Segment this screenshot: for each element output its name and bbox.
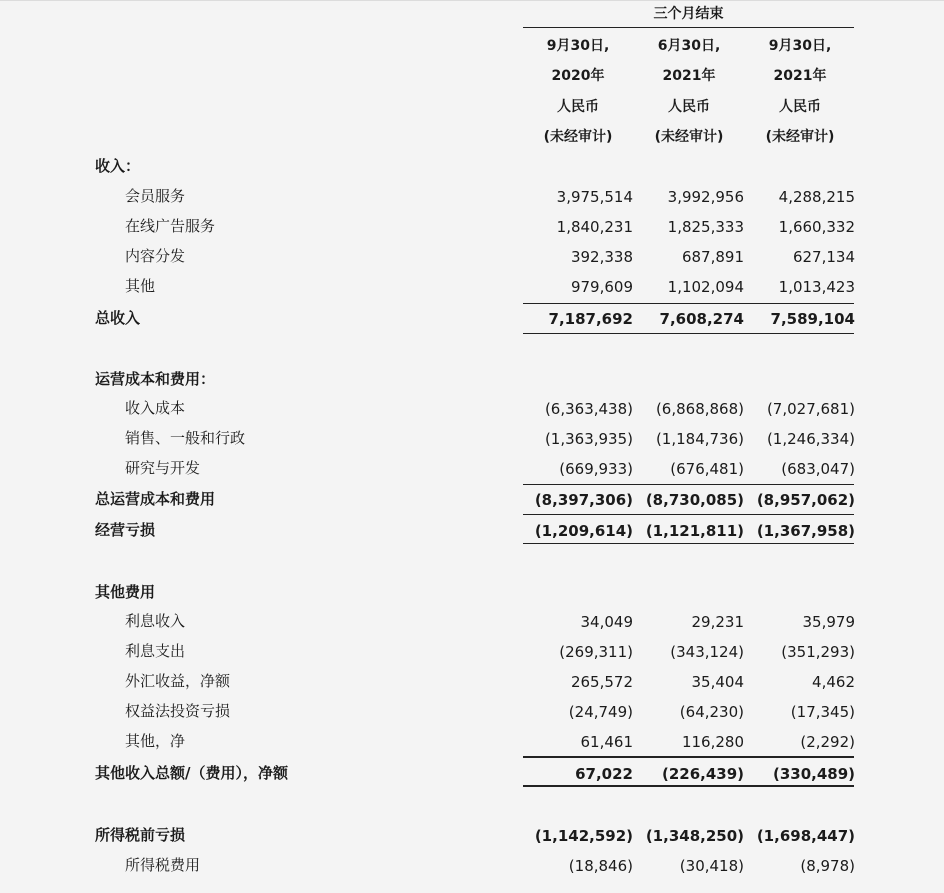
column-date: 9月30日, [546, 38, 610, 54]
cell-value: (269,311) [559, 643, 633, 661]
cell-value: 4,288,215 [778, 188, 855, 206]
row-label: 利息支出 [125, 642, 186, 660]
total-value: (1,142,592) [534, 827, 633, 845]
header-group-rule [523, 27, 854, 28]
column-year: 2020年 [551, 68, 605, 84]
total-value: (8,397,306) [534, 491, 633, 509]
cell-value: (2,292) [800, 733, 855, 751]
row-label: 收入成本 [125, 399, 186, 417]
cell-value: (683,047) [781, 460, 855, 478]
cell-value: 1,825,333 [667, 218, 744, 236]
period-group-title: 三个月结束 [653, 6, 724, 22]
cell-value: 61,461 [580, 733, 633, 751]
cell-value: (6,868,868) [655, 400, 744, 418]
cell-value: (64,230) [679, 703, 744, 721]
cell-value: (343,124) [670, 643, 744, 661]
cell-value: 1,013,423 [778, 278, 855, 296]
total-value: (8,957,062) [756, 491, 855, 509]
total-value: 7,589,104 [770, 310, 855, 328]
total-row-label: 总运营成本和费用 [95, 490, 216, 508]
subtotal-rule [523, 303, 854, 304]
row-label: 利息收入 [125, 612, 186, 630]
row-label: 其他 [125, 277, 156, 295]
row-label: 销售、一般和行政 [125, 429, 246, 447]
cell-value: 4,462 [812, 673, 855, 691]
cell-value: (8,978) [800, 857, 855, 875]
total-row-label: 经营亏损 [95, 521, 156, 539]
column-year: 2021年 [773, 68, 827, 84]
cell-value: 116,280 [681, 733, 744, 751]
row-label: 外汇收益，净额 [125, 672, 231, 690]
section-label-revenue: 收入： [95, 157, 141, 175]
column-date: 9月30日, [768, 38, 832, 54]
cell-value: (6,363,438) [544, 400, 633, 418]
cell-value: 1,102,094 [667, 278, 744, 296]
row-label: 权益法投资亏损 [125, 702, 231, 720]
total-value: 7,608,274 [659, 310, 744, 328]
row-label: 其他，净 [125, 732, 186, 750]
cell-value: 265,572 [570, 673, 633, 691]
cell-value: (669,933) [559, 460, 633, 478]
cell-value: (7,027,681) [766, 400, 855, 418]
column-year: 2021年 [662, 68, 716, 84]
cell-value: 3,975,514 [556, 188, 633, 206]
subtotal-rule [523, 756, 854, 758]
column-currency: 人民币 [557, 99, 599, 115]
row-label: 内容分发 [125, 247, 186, 265]
cell-value: 1,840,231 [556, 218, 633, 236]
cell-value: 35,979 [802, 613, 855, 631]
row-label: 会员服务 [125, 187, 186, 205]
cell-value: 34,049 [580, 613, 633, 631]
total-value: 67,022 [575, 765, 633, 783]
cell-value: 35,404 [691, 673, 744, 691]
row-label: 在线广告服务 [125, 217, 216, 235]
section-label-operating-costs: 运营成本和费用： [95, 370, 216, 388]
cell-value: 392,338 [570, 248, 633, 266]
total-value: (1,367,958) [756, 522, 855, 540]
total-value: (1,348,250) [645, 827, 744, 845]
cell-value: 29,231 [691, 613, 744, 631]
cell-value: (24,749) [568, 703, 633, 721]
top-border [0, 0, 944, 1]
total-rule [523, 543, 854, 544]
total-value: (8,730,085) [645, 491, 744, 509]
column-audit: (未经审计) [543, 129, 613, 145]
column-audit: (未经审计) [654, 129, 724, 145]
cell-value: 979,609 [570, 278, 633, 296]
subtotal-rule [523, 484, 854, 485]
column-currency: 人民币 [779, 99, 821, 115]
total-row-label: 所得税前亏损 [95, 826, 186, 844]
section-label-other-expenses: 其他费用 [95, 583, 156, 601]
total-rule [523, 785, 854, 787]
cell-value: 627,134 [792, 248, 855, 266]
subtotal-rule [523, 514, 854, 515]
total-row-label: 总收入 [95, 309, 141, 327]
cell-value: (1,246,334) [766, 430, 855, 448]
cell-value: (676,481) [670, 460, 744, 478]
total-value: (1,209,614) [534, 522, 633, 540]
total-value: (1,121,811) [645, 522, 744, 540]
cell-value: (1,184,736) [655, 430, 744, 448]
column-date: 6月30日, [657, 38, 721, 54]
total-value: (226,439) [661, 765, 744, 783]
cell-value: (1,363,935) [544, 430, 633, 448]
cell-value: (30,418) [679, 857, 744, 875]
total-value: (1,698,447) [756, 827, 855, 845]
cell-value: 3,992,956 [667, 188, 744, 206]
cell-value: 687,891 [681, 248, 744, 266]
row-label: 所得税费用 [125, 856, 201, 874]
cell-value: (17,345) [790, 703, 855, 721]
column-currency: 人民币 [668, 99, 710, 115]
cell-value: (18,846) [568, 857, 633, 875]
cell-value: 1,660,332 [778, 218, 855, 236]
column-audit: (未经审计) [765, 129, 835, 145]
total-rule [523, 333, 854, 334]
row-label: 研究与开发 [125, 459, 201, 477]
total-row-label: 其他收入总额/（费用），净额 [95, 764, 288, 782]
cell-value: (351,293) [781, 643, 855, 661]
total-value: (330,489) [772, 765, 855, 783]
total-value: 7,187,692 [548, 310, 633, 328]
